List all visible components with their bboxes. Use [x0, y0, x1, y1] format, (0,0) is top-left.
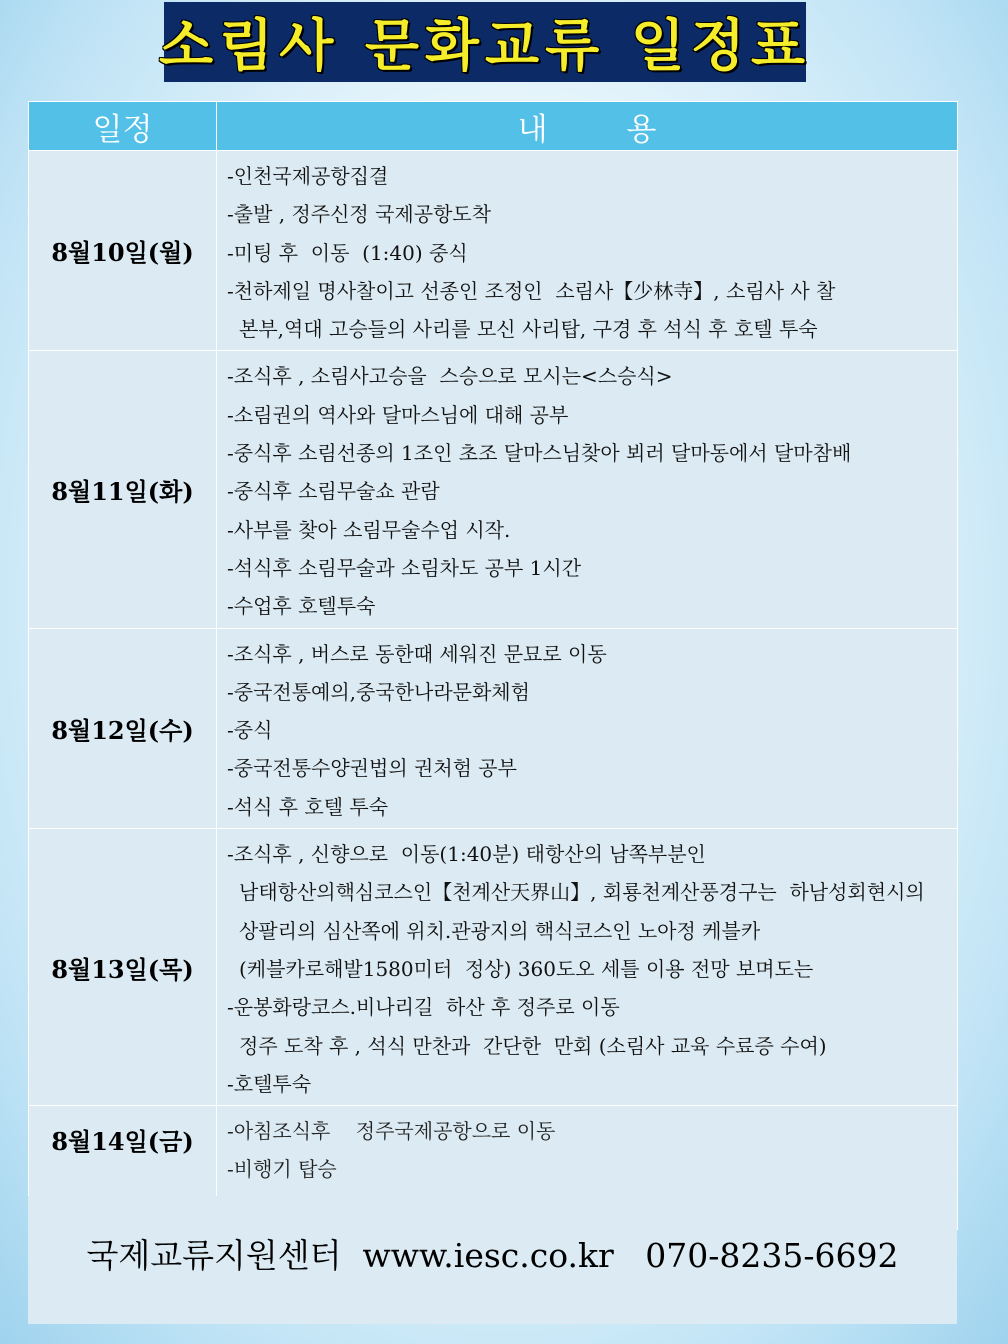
schedule-line: -미팅 후 이동 (1:40) 중식 [227, 240, 468, 265]
schedule-line: -운봉화랑코스.비나리길 하산 후 정주로 이동 [227, 995, 620, 1020]
schedule-line: -소림권의 역사와 달마스님에 대해 공부 [227, 402, 569, 427]
schedule-row [29, 829, 958, 1106]
schedule-date: 8월10일(월) [29, 151, 217, 351]
schedule-date: 8월12일(수) [29, 628, 217, 828]
schedule-line: -천하제일 명사찰이고 선종인 조정인 소림사【少林寺】, 소림사 사 찰 [227, 278, 836, 303]
schedule-line: 본부,역대 고승들의 사리를 모신 사리탑, 구경 후 석식 후 호텔 투숙 [239, 317, 818, 342]
schedule-date: 8월11일(화) [29, 351, 217, 628]
schedule-line: -아침조식후 정주국제공항으로 이동 [227, 1119, 556, 1144]
schedule-line: 정주 도착 후 , 석식 만찬과 간단한 만회 (소림사 교육 수료증 수여) [239, 1033, 827, 1058]
schedule-row [29, 351, 958, 628]
schedule-line: -석식 후 호텔 투숙 [227, 794, 389, 819]
schedule-content [217, 151, 958, 351]
schedule-line: (케블카로해발1580미터 정상) 360도오 세틀 이용 전망 보며도는 [239, 956, 814, 981]
page-title: 소림사 문화교류 일정표 [159, 14, 811, 79]
footer-contact: 국제교류지원센터 www.iesc.co.kr 070-8235-6692 [86, 1236, 899, 1275]
schedule-row [29, 628, 958, 828]
schedule-line: -수업후 호텔투숙 [227, 594, 376, 619]
schedule-line: -인천국제공항집결 [227, 164, 389, 188]
header-date: 일정 [29, 102, 217, 151]
schedule-line: -출발 , 정주신정 국제공항도착 [227, 202, 492, 227]
schedule-line: -석식후 소림무술과 소림차도 공부 1시간 [227, 555, 582, 580]
schedule-line: -사부를 찾아 소림무술수업 시작. [227, 517, 511, 542]
schedule-line: -중식후 소림무술쇼 관람 [227, 479, 440, 504]
footer-band [28, 1196, 957, 1324]
schedule-line: -조식후 , 버스로 동한때 세워진 문묘로 이동 [227, 641, 607, 666]
schedule-line: -중식후 소림선종의 1조인 초조 달마스님찾아 뵈러 달마동에서 달마참배 [227, 441, 852, 466]
title-banner [159, 2, 811, 82]
schedule-line: -조식후 , 신향으로 이동(1:40분) 태항산의 남쪽부분인 [227, 842, 706, 867]
schedule-line: 상팔리의 심산쪽에 위치.관광지의 핵식코스인 노아정 케블카 [239, 918, 761, 943]
schedule-line: -중국전통수양권법의 권처험 공부 [227, 756, 517, 781]
schedule-table [28, 101, 958, 1230]
schedule-line: -호텔투숙 [227, 1071, 312, 1096]
schedule-line: 남태항산의핵심코스인【천계산天界山】, 회룡천계산풍경구는 하남성회현시의 [239, 880, 925, 905]
schedule-content [217, 351, 958, 628]
schedule-line: -중식 [227, 718, 273, 743]
schedule-line: -비행기 탑승 [227, 1157, 337, 1182]
schedule-row [29, 151, 958, 351]
schedule-date: 8월14일(금) [29, 1106, 217, 1230]
schedule-content [217, 628, 958, 828]
header-content: 내 용 [217, 102, 958, 151]
schedule-content [217, 829, 958, 1106]
schedule-date: 8월13일(목) [29, 829, 217, 1106]
schedule-line: -조식후 , 소림사고승을 스승으로 모시는<스승식> [227, 364, 673, 389]
table-header-row [29, 102, 958, 151]
schedule-line: -중국전통예의,중국한나라문화체험 [227, 679, 530, 704]
